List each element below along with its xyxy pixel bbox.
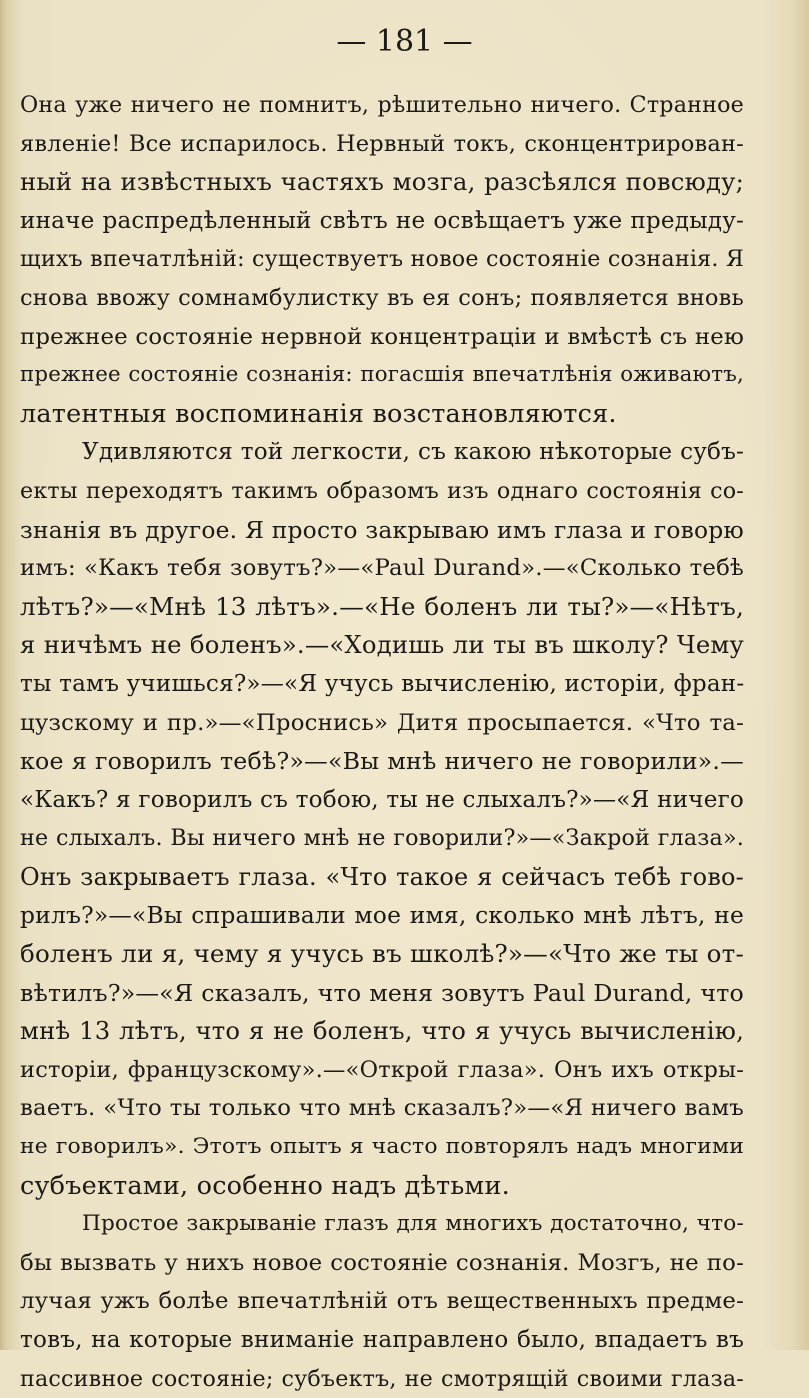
text-line: знанія въ другое. Я просто закрываю имъ глаза и говорю bbox=[20, 515, 744, 544]
text-line: лѣтъ?»—«Мнѣ 13 лѣтъ».—«Не боленъ ли ты?»—«Нѣтъ, bbox=[20, 591, 744, 621]
text-line: имъ: «Какъ тебя зовутъ?»—«Paul Durand».—«Сколько тебѣ bbox=[20, 555, 744, 582]
text-line: екты переходятъ такимъ образомъ изъ однаго состоянія со- bbox=[20, 477, 744, 504]
text-line: пассивное состояніе; субъектъ, не смотрящій своими глаза- bbox=[20, 1365, 744, 1392]
page-number: — 181 — bbox=[336, 24, 473, 59]
text-line: щихъ впечатлѣній: существуетъ новое состояніе сознанія. Я bbox=[20, 246, 744, 273]
text-line: исторіи, французскому».—«Открой глаза». Онъ ихъ откры- bbox=[20, 1056, 744, 1083]
text-line: субъектами, особенно надъ дѣтьми. bbox=[20, 1170, 510, 1201]
text-line: латентныя воспоминанія возстановляются. bbox=[20, 398, 617, 429]
text-line: боленъ ли я, чему я учусь въ школѣ?»—«Что же ты от- bbox=[20, 939, 744, 969]
text-line: рилъ?»—«Вы спрашивали мое имя, сколько мнѣ лѣтъ, не bbox=[20, 901, 744, 930]
text-line: не говорилъ». Этотъ опытъ я часто повторялъ надъ многими bbox=[20, 1134, 744, 1160]
text-line: товъ, на которые вниманіе направлено было, впадаетъ въ bbox=[20, 1327, 744, 1353]
text-line: вѣтилъ?»—«Я сказалъ, что меня зовутъ Paul Durand, что bbox=[20, 978, 744, 1007]
text-line: явленіе! Все испарилось. Нервный токъ, сконцентрирован- bbox=[20, 130, 744, 157]
text-line: Она уже ничего не помнитъ, рѣшительно ничего. Странное bbox=[20, 92, 744, 118]
text-line: прежнее состояніе нервной концентраціи и вмѣстѣ съ нею bbox=[20, 323, 744, 350]
text-line: ный на извѣстныхъ частяхъ мозга, разсѣялся повсюду; bbox=[20, 167, 744, 197]
text-line: иначе распредѣленный свѣтъ не освѣщаетъ уже предыду- bbox=[20, 207, 744, 234]
text-line: цузскому и пр.»—«Проснись» Дитя просыпается. «Что та- bbox=[20, 709, 744, 736]
text-line: кое я говорилъ тебѣ?»—«Вы мнѣ ничего не говорили».— bbox=[20, 747, 744, 776]
text-line: не слыхалъ. Вы ничего мнѣ не говорили?»—«Закрой глаза». bbox=[20, 825, 744, 852]
text-line: лучая ужъ болѣе впечатлѣній отъ вещественныхъ предме- bbox=[20, 1288, 744, 1315]
page-text bbox=[20, 86, 744, 1398]
text-line: «Какъ? я говорилъ съ тобою, ты не слыхалъ?»—«Я ничего bbox=[20, 786, 744, 813]
text-line: бы вызвать у нихъ новое состояніе сознанія. Мозгъ, не по- bbox=[20, 1249, 744, 1276]
text-line: прежнее состояніе сознанія: погасшія впечатлѣнія оживаютъ, bbox=[20, 362, 744, 388]
text-line: Простое закрываніе глазъ для многихъ достаточно, что- bbox=[82, 1211, 744, 1237]
text-line: Онъ закрываетъ глаза. «Что такое я сейчасъ тебѣ гово- bbox=[20, 862, 744, 891]
text-line: ваетъ. «Что ты только что мнѣ сказалъ?»—«Я ничего вамъ bbox=[20, 1095, 744, 1122]
text-line: ты тамъ учишься?»—«Я учусь вычисленію, исторіи, фран- bbox=[20, 670, 745, 697]
text-line: мнѣ 13 лѣтъ, что я не боленъ, что я учусь вычисленію, bbox=[20, 1016, 744, 1046]
text-line: я ничѣмъ не боленъ».—«Ходишь ли ты въ школу? Чему bbox=[20, 630, 744, 660]
text-line: снова ввожу сомнамбулистку въ ея сонъ; появляется вновь bbox=[20, 284, 744, 311]
text-line: Удивляются той легкости, съ какою нѣкоторые субъ- bbox=[82, 439, 744, 466]
